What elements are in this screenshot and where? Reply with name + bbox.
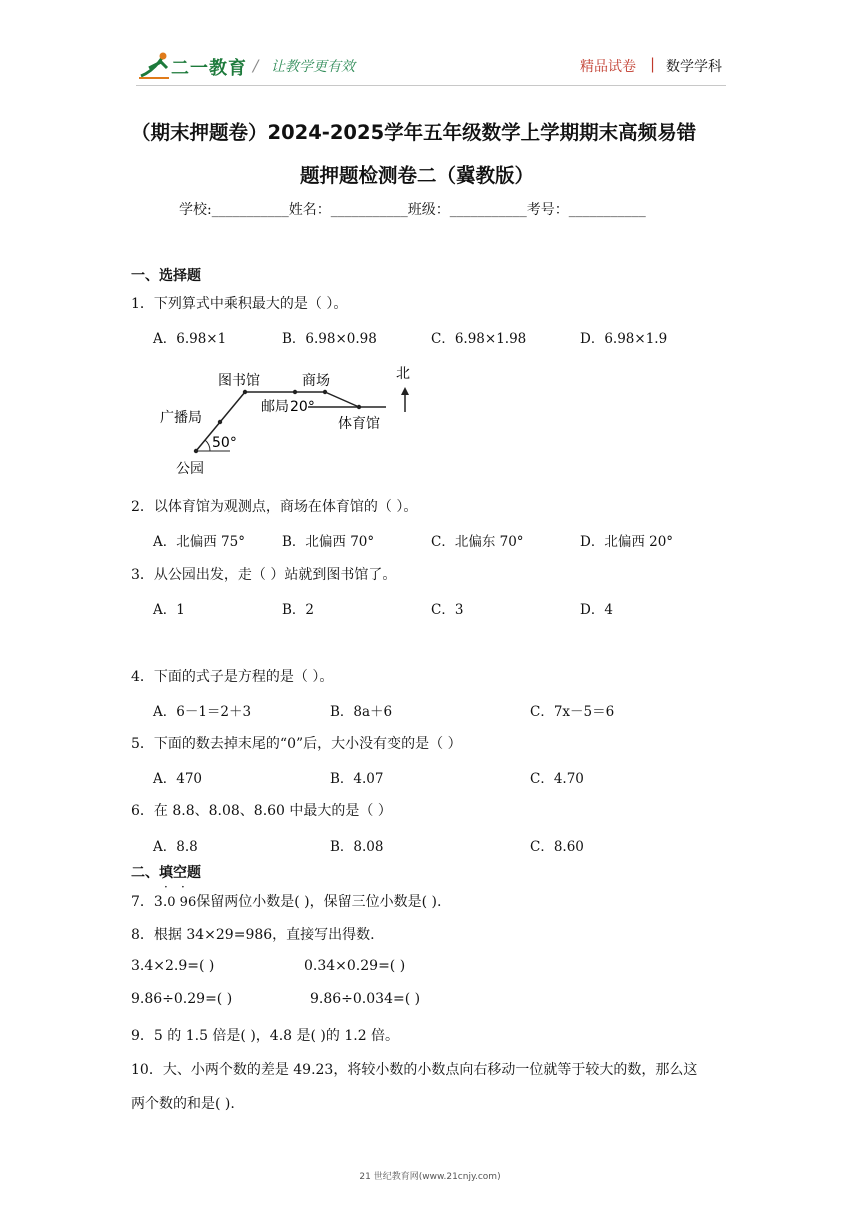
- question-4: 4．下面的式子是方程的是（ ）。: [131, 669, 334, 685]
- q5-option-b: B．4.07: [330, 771, 384, 787]
- q1-option-a: A．6.98×1: [153, 331, 227, 347]
- q4-option-c: C．7x－5＝6: [530, 704, 615, 720]
- question-10-line1: 10．大、小两个数的差是 49.23，将较小数的小数点向右移动一位就等于较大的数，那么这: [131, 1062, 698, 1078]
- route-map-figure: [150, 360, 420, 480]
- q5-option-c: C．4.70: [530, 771, 584, 787]
- q6-option-a: A．8.8: [153, 839, 198, 855]
- q8-item-3: 9.86÷0.29=( ): [131, 991, 233, 1007]
- header-separator: /: [253, 56, 259, 75]
- header-bar: |: [650, 55, 656, 73]
- page-title-line1: （期末押题卷）2024-2025学年五年级数学上学期期末高频易错: [131, 121, 697, 144]
- header-slogan: 让教学更有效: [271, 59, 355, 75]
- question-3: 3．从公园出发，走（ ）站就到图书馆了。: [131, 567, 397, 583]
- q7-repeating-digits: 0 96: [167, 895, 197, 910]
- q5-option-a: A．470: [153, 771, 203, 787]
- q3-option-d: D．4: [580, 602, 613, 618]
- question-7: [131, 891, 441, 911]
- question-10-line2: 两个数的和是( ).: [131, 1096, 235, 1112]
- section-heading-choice: 一、选择题: [131, 268, 201, 284]
- question-9: 9．5 的 1.5 倍是( )，4.8 是( )的 1.2 倍。: [131, 1028, 400, 1044]
- page-footer: 21 世纪教育网(www.21cnjy.com): [359, 1172, 501, 1182]
- q8-item-4: 9.86÷0.034=( ): [310, 991, 421, 1007]
- q1-option-b: B．6.98×0.98: [282, 331, 377, 347]
- map-label-angle-20: 20°: [290, 399, 315, 415]
- q2-option-a: A．北偏西 75°: [153, 534, 245, 550]
- question-1: 1．下列算式中乘积最大的是（ ）。: [131, 296, 348, 312]
- map-label-post-office: 邮局: [261, 399, 289, 415]
- question-5: 5．下面的数去掉末尾的“0”后，大小没有变的是（ ）: [131, 736, 462, 752]
- map-label-gym: 体育馆: [338, 416, 380, 432]
- question-6: 6．在 8.8、8.08、8.60 中最大的是（ ）: [131, 803, 392, 819]
- q1-option-d: D．6.98×1.9: [580, 331, 668, 347]
- q8-item-2: 0.34×0.29=( ): [304, 958, 406, 974]
- section-heading-fill: 二、填空题: [131, 865, 201, 881]
- q3-option-c: C．3: [431, 602, 464, 618]
- q8-item-1: 3.4×2.9=( ): [131, 958, 215, 974]
- map-label-mall: 商场: [302, 373, 330, 389]
- q6-option-c: C．8.60: [530, 839, 584, 855]
- question-2: 2．以体育馆为观测点，商场在体育馆的（ ）。: [131, 499, 418, 515]
- map-label-library: 图书馆: [218, 373, 260, 389]
- map-label-north: 北: [396, 366, 410, 382]
- map-label-broadcast: 广播局: [160, 410, 202, 426]
- map-label-angle-50: 50°: [212, 435, 237, 451]
- q7-number: 7．3.: [131, 894, 168, 910]
- header-subject: 数学学科: [666, 59, 722, 75]
- repeat-dot-icon: ·: [181, 880, 185, 894]
- repeat-dot-icon: ·: [164, 880, 168, 894]
- q7-text: 保留两位小数是( )，保留三位小数是( ).: [196, 894, 442, 910]
- page-title-line2: 题押题检测卷二（冀教版）: [300, 164, 535, 187]
- q3-option-a: A．1: [153, 602, 185, 618]
- header-label: 精品试卷: [580, 59, 636, 75]
- student-info-line: 学校:___________姓名：___________班级：___________考号：___________: [179, 202, 646, 218]
- header-divider: [136, 85, 726, 86]
- q4-option-b: B．8a＋6: [330, 704, 393, 720]
- q4-option-a: A．6－1＝2＋3: [153, 704, 252, 720]
- q6-option-b: B．8.08: [330, 839, 384, 855]
- q2-option-c: C．北偏东 70°: [431, 534, 524, 550]
- q3-option-b: B．2: [282, 602, 315, 618]
- logo-text: 二一教育: [171, 58, 247, 79]
- question-8: 8．根据 34×29=986，直接写出得数.: [131, 927, 375, 943]
- q1-option-c: C．6.98×1.98: [431, 331, 527, 347]
- q2-option-d: D．北偏西 20°: [580, 534, 674, 550]
- map-label-park: 公园: [176, 461, 204, 477]
- q2-option-b: B．北偏西 70°: [282, 534, 375, 550]
